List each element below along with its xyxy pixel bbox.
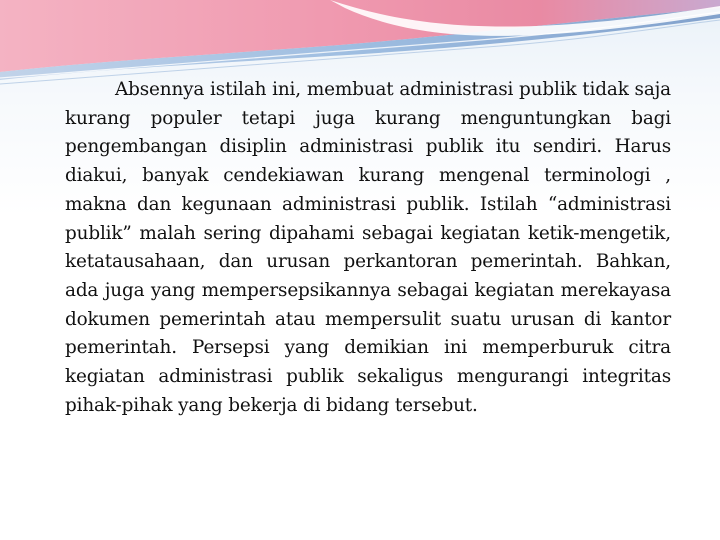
body-paragraph: Absennya istilah ini, membuat administrasi publik tidak saja kurang populer tetapi juga kurang menguntungkan bagi pengembangan disiplin administrasi publik itu sendiri. Harus diakui, banyak cendekiawan kurang mengenal terminologi , makna dan kegunaan administrasi publik. Istilah “administrasi publik” malah sering dipahami sebagai kegiatan ketik-mengetik, ketatausahaan, dan urusan perkantoran pemerintah. Bahkan, ada juga yang mempersepsikannya sebagai kegiatan merekayasa dokumen pemerintah atau mempersulit suatu urusan di kantor pemerintah. Persepsi yang demikian ini memperburuk citra kegiatan administrasi publik sekaligus mengurangi integritas pihak-pihak yang bekerja di bidang tersebut. [65,79,671,416]
